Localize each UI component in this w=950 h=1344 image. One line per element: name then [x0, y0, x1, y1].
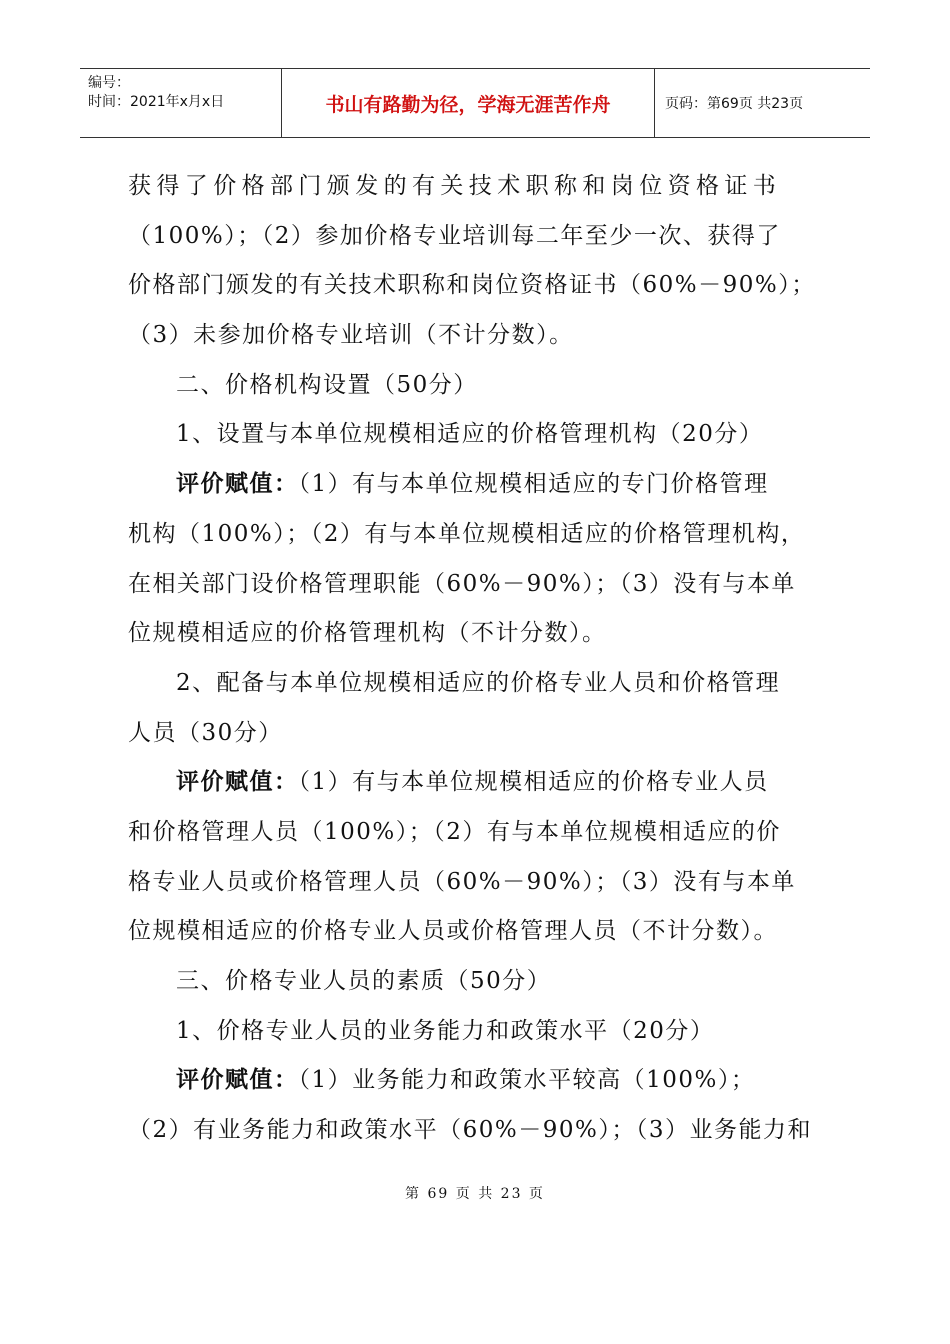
eval-text: （1）有与本单位规模相适应的价格专业人员 [298, 769, 769, 796]
text-line: 人员（30分） [128, 719, 283, 746]
document-body [128, 162, 828, 1156]
header-motto: 书山有路勤为径，学海无涯苦作舟 [282, 69, 655, 137]
section-heading: 二、价格机构设置（50分） [176, 371, 478, 398]
text-line: 位规模相适应的价格专业人员或价格管理人员（不计分数）。 [128, 918, 778, 945]
subsection-heading: 1、设置与本单位规模相适应的价格管理机构（20分） [176, 421, 764, 448]
evaluation-line [128, 1056, 828, 1106]
eval-label: 评价赋值： [176, 1067, 299, 1094]
section-heading: 三、价格专业人员的素质（50分） [176, 968, 552, 994]
header-page-info: 页码：第69页 共23页 [665, 96, 804, 112]
text-line: 价格部门颁发的有关技术职称和岗位资格证书（60%－90%）； [128, 272, 816, 299]
text-line: （100%）；（2）参加价格专业培训每二年至少一次、获得了 [128, 222, 781, 249]
page-header [80, 68, 870, 138]
evaluation-line [128, 460, 828, 510]
text-line: （2）有业务能力和政策水平（60%－90%）；（3）业务能力和 [128, 1117, 813, 1144]
eval-text: （1）业务能力和政策水平较高（100%）； [298, 1067, 756, 1094]
text-line: 在相关部门设价格管理职能（60%－90%）；（3）没有与本单 [128, 570, 796, 597]
text-line: 位规模相适应的价格管理机构（不计分数）。 [128, 620, 607, 647]
eval-text: （1）有与本单位规模相适应的专门价格管理 [298, 471, 769, 498]
text-line: （3）未参加价格专业培训（不计分数）。 [128, 322, 574, 349]
subsection-heading: 1、价格专业人员的业务能力和政策水平（20分） [176, 1017, 715, 1044]
doc-date: 时间：2021年x月x日 [88, 94, 225, 110]
text-line: 机构（100%）；（2）有与本单位规模相适应的价格管理机构， [128, 520, 806, 547]
eval-label: 评价赋值： [176, 471, 299, 498]
header-meta [80, 69, 282, 137]
evaluation-line [128, 758, 828, 808]
text-line: 格专业人员或价格管理人员（60%－90%）；（3）没有与本单 [128, 868, 796, 895]
text-line: 和价格管理人员（100%）；（2）有与本单位规模相适应的价 [128, 818, 781, 845]
text-line: 获得了价格部门颁发的有关技术职称和岗位资格证书 [128, 173, 782, 199]
eval-label: 评价赋值： [176, 769, 299, 796]
subsection-heading: 2、配备与本单位规模相适应的价格专业人员和价格管理 [176, 669, 781, 696]
page-footer: 第 69 页 共 23 页 [405, 1186, 545, 1202]
doc-number-label: 编号： [88, 75, 130, 91]
